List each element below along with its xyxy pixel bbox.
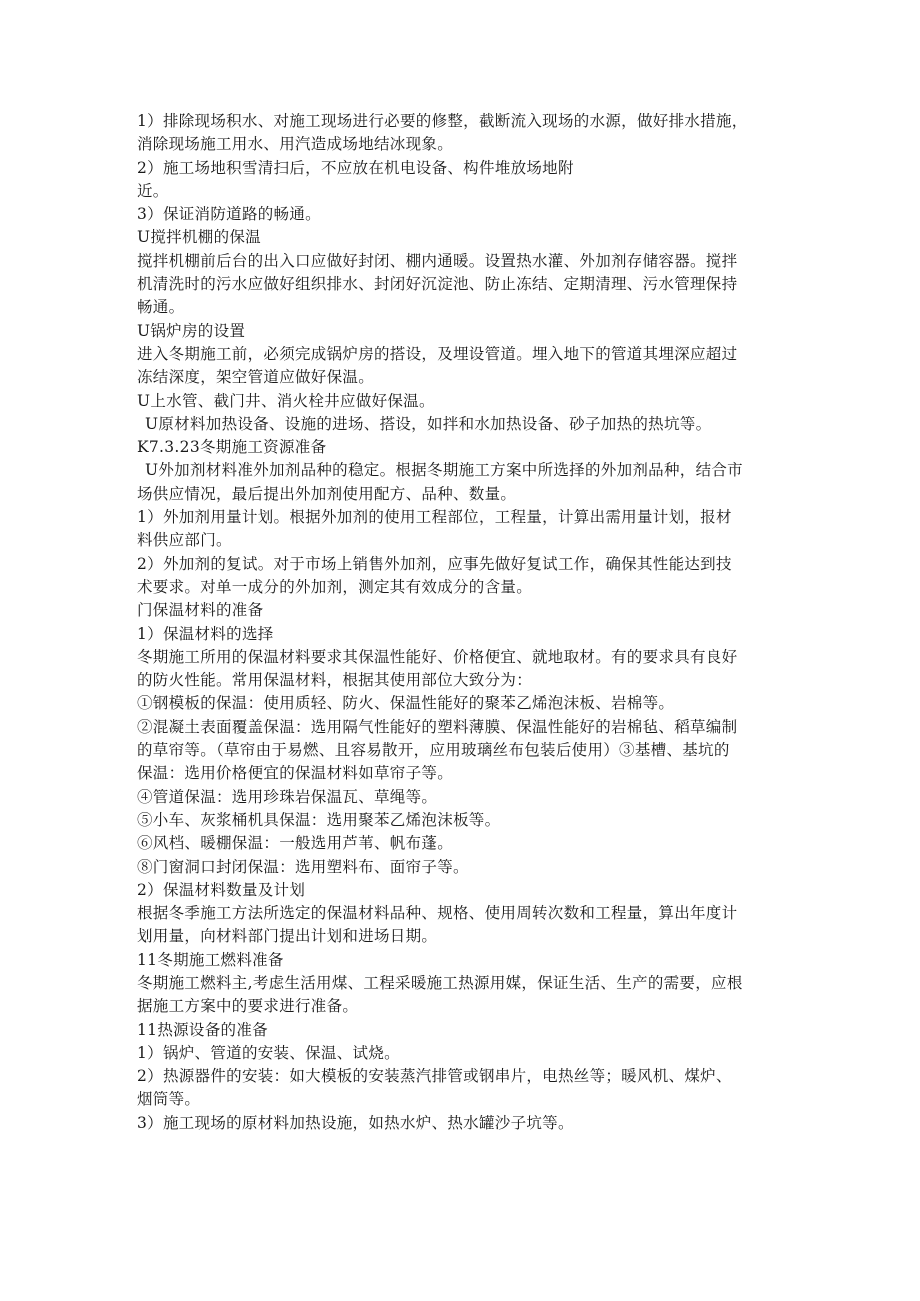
text-line: 冬期施工燃料主,考虑生活用煤、工程采暖施工热源用媒，保证生活、生产的需要，应根 (137, 973, 743, 992)
text-line: 根据冬季施工方法所选定的保温材料品种、规格、使用周转次数和工程量，算出年度计 (137, 904, 738, 923)
text-line: 料供应部门。 (137, 531, 232, 550)
text-line: 2）施工场地积雪清扫后，不应放在机电设备、构件堆放场地附 (137, 158, 574, 177)
text-line: 进入冬期施工前，必须完成锅炉房的搭设，及埋设管道。埋入地下的管道其埋深应超过 (137, 344, 738, 363)
text-line: ④管道保温：选用珍珠岩保温瓦、草绳等。 (137, 787, 438, 806)
text-line: ⑤小车、灰浆桶机具保温：选用聚苯乙烯泡沫板等。 (137, 810, 501, 829)
text-line: 3）施工现场的原材料加热设施，如热水炉、热水罐沙子坑等。 (137, 1113, 574, 1132)
text-line: 保温：选用价格便宜的保温材料如草帘子等。 (137, 764, 454, 783)
text-line: 场供应情况，最后提出外加剂使用配方、品种、数量。 (137, 484, 517, 503)
text-line: ⑧门窗洞口封闭保温：选用塑料布、面帘子等。 (137, 857, 469, 876)
text-line: ⑥风档、暖棚保温：一般选用芦苇、帆布蓬。 (137, 834, 454, 853)
document-body (137, 110, 797, 1135)
text-line: 冬期施工所用的保温材料要求其保温性能好、价格便宜、就地取材。有的要求具有良好 (137, 647, 738, 666)
section-heading: 11冬期施工燃料准备 (137, 950, 284, 969)
text-line: 1）外加剂用量计划。根据外加剂的使用工程部位，工程量，计算出需用量计划，报材 (137, 508, 732, 527)
text-line: 消除现场施工用水、用汽造成场地结冰现象。 (137, 135, 454, 154)
section-heading: 11热源设备的准备 (137, 1020, 268, 1039)
text-line: 2）热源器件的安装：如大模板的安装蒸汽排管或钢串片，电热丝等；暖风机、煤炉、 (137, 1067, 732, 1086)
text-line: 据施工方案中的要求进行准备。 (137, 997, 359, 1016)
text-line: 畅通。 (137, 298, 185, 317)
section-heading: U锅炉房的设置 (137, 321, 246, 340)
text-line: ②混凝土表面覆盖保温：选用隔气性能好的塑料薄膜、保温性能好的岩棉毡、稻草编制 (137, 717, 738, 736)
text-line: 3）保证消防道路的畅通。 (137, 205, 321, 224)
text-line: 1）保温材料的选择 (137, 624, 274, 643)
text-line: 2）保温材料数量及计划 (137, 880, 306, 899)
text-line: U外加剂材料准外加剂品种的稳定。根据冬期施工方案中所选择的外加剂品种，结合市 (145, 461, 743, 480)
text-line: 搅拌机棚前后台的出入口应做好封闭、棚内通暖。设置热水灌、外加剂存储容器。搅拌 (137, 251, 738, 270)
section-heading: K7.3.23冬期施工资源准备 (137, 438, 327, 457)
text-line: 1）锅炉、管道的安装、保温、试烧。 (137, 1043, 400, 1062)
text-line: 划用量，向材料部门提出计划和进场日期。 (137, 927, 438, 946)
text-line: 的防火性能。常用保温材料，根据其使用部位大致分为： (137, 671, 533, 690)
text-line: 1）排除现场积水、对施工现场进行必要的修整，截断流入现场的水源，做好排水措施， (137, 112, 748, 130)
text-line: 机清洗时的污水应做好组织排水、封闭好沉淀池、防止冻结、定期清理、污水管理保持 (137, 275, 738, 294)
text-line: 烟筒等。 (137, 1090, 201, 1109)
text-line: 2）外加剂的复试。对于市场上销售外加剂，应事先做好复试工作，确保其性能达到技 (137, 554, 732, 573)
section-heading: U搅拌机棚的保温 (137, 228, 261, 247)
text-line: 近。 (137, 181, 169, 200)
text-line: ①钢模板的保温：使用质轻、防火、保温性能好的聚苯乙烯泡沫板、岩棉等。 (137, 694, 675, 713)
section-heading: U上水管、截门井、消火栓井应做好保温。 (137, 391, 435, 410)
text-line: 冻结深度，架空管道应做好保温。 (137, 368, 375, 387)
section-heading: U原材料加热设备、设施的进场、搭设，如拌和水加热设备、砂子加热的热坑等。 (145, 414, 712, 433)
text-line: 术要求。对单一成分的外加剂，测定其有效成分的含量。 (137, 577, 533, 596)
section-heading: 门保温材料的准备 (137, 601, 264, 620)
text-line: 的草帘等。（草帘由于易燃、且容易散开，应用玻璃丝布包装后使用）③基槽、基坑的 (137, 741, 730, 760)
